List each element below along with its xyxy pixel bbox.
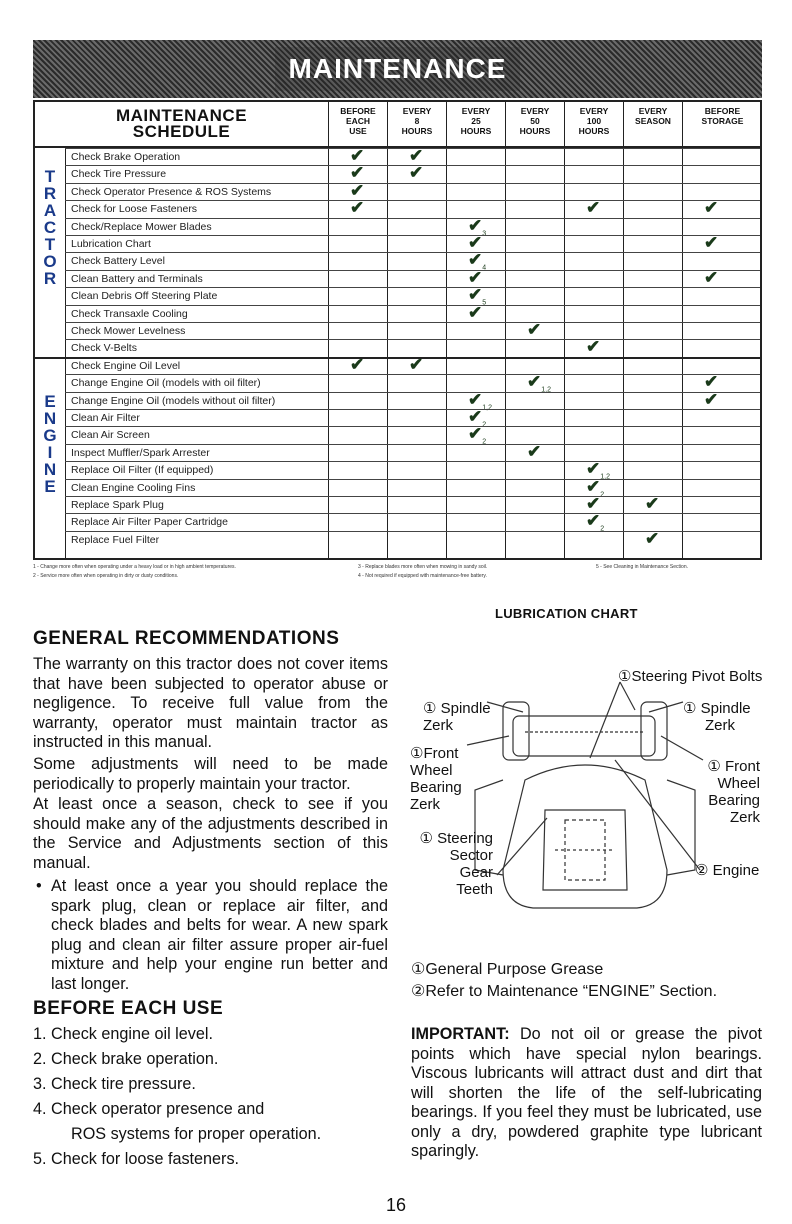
group-letter: E <box>44 476 56 496</box>
column-header-line: 25 <box>471 116 481 126</box>
check-mark-icon: $✔_{1,2}$ <box>586 459 610 481</box>
group-letter: G <box>43 425 57 445</box>
bullet-dot: • <box>36 877 42 895</box>
label-front-right-line4: Zerk <box>730 809 760 826</box>
schedule-row <box>65 322 760 339</box>
check-mark-icon: ✔ <box>350 146 365 165</box>
general-bullet-text: At least once a year you should replace the spark plug, clean or replace air filter, and check blades and belts for wear. A new spark plug and clean air filter assure proper air-fuel mixture and help your engine run better and last longer. <box>51 877 388 993</box>
engine-group-label <box>35 393 65 495</box>
check-mark-icon: ✔ <box>468 302 483 322</box>
group-letter: A <box>43 201 57 220</box>
check-mark-icon: $✔_2$ <box>468 407 487 429</box>
check-mark-icon: ✔ <box>645 494 660 513</box>
maintenance-banner <box>33 40 762 98</box>
check-mark-icon: $✔_2$ <box>468 424 487 446</box>
check-footnote-ref: 1,2 <box>482 403 492 411</box>
footnote-1: 1 - Change more often when operating under a heavy load or in high ambient temperatures. <box>33 564 236 570</box>
schedule-row-label: Clean Air Screen <box>71 429 150 442</box>
banner-title: MAINTENANCE <box>275 47 521 91</box>
before-use-item-2: 2. Check brake operation. <box>33 1050 219 1068</box>
label-spindle-right <box>683 700 751 734</box>
column-header-line: 50 <box>530 116 540 126</box>
check-mark-icon: ✔ <box>704 267 719 287</box>
tractor-body <box>503 765 667 908</box>
leader-engine <box>615 760 700 870</box>
column-header-4 <box>505 102 564 146</box>
group-letter: R <box>43 184 57 203</box>
label-front-left-line2: Wheel <box>410 762 453 779</box>
schedule-row-label: Clean Air Filter <box>71 412 140 424</box>
before-use-item-4: 4. Check operator presence and <box>33 1100 265 1118</box>
schedule-row-label: Change Engine Oil (models without oil filter) <box>71 394 276 407</box>
page-number: 16 <box>386 1195 407 1215</box>
lubrication-chart-title: LUBRICATION CHART <box>495 606 638 621</box>
group-letter: O <box>43 252 57 271</box>
check-mark-icon: ✔ <box>586 337 601 357</box>
schedule-row <box>65 302 760 322</box>
schedule-title-line1: MAINTENANCE <box>115 106 248 125</box>
front-left-wheel <box>503 702 529 760</box>
column-header-line: HOURS <box>578 126 610 136</box>
check-mark-icon: ✔ <box>586 494 601 513</box>
important-text: Do not oil or grease the pivot points which have special nylon bearings. Viscous lubricants will attract dust and dirt that will shorten the life of the self-lubricating bearings. If you feel they must be lubricated, use only a dry, powdered graphite type lubricant sparingly. <box>411 1025 762 1160</box>
lubrication-diagram <box>405 640 765 960</box>
group-letter: N <box>43 408 57 428</box>
column-header-1 <box>328 102 387 146</box>
footnote-3: 3 - Replace blades more often when mowing in sandy soil. <box>358 564 488 570</box>
check-mark-icon: ✔ <box>350 354 365 374</box>
check-mark-icon: ✔ <box>350 180 365 200</box>
check-mark-icon: ✔ <box>586 198 601 218</box>
check-footnote-ref: 3 <box>482 229 487 237</box>
schedule-row-label: Replace Air Filter Paper Cartridge <box>71 516 228 529</box>
leader-steering-pivot-2 <box>620 682 635 710</box>
footnote-4: 4 - Not required if equipped with maintenance-free battery. <box>358 573 487 579</box>
column-header-line: USE <box>349 126 367 136</box>
group-letter: I <box>47 442 53 462</box>
check-mark-icon: ✔ <box>468 233 483 252</box>
schedule-row <box>65 287 760 304</box>
label-steering-sector-line3: Gear <box>459 864 493 881</box>
column-header-line: HOURS <box>460 126 492 136</box>
schedule-row <box>65 252 760 269</box>
footnote-5: 5 - See Cleaning in Maintenance Section. <box>596 564 689 570</box>
check-mark-icon: ✔ <box>704 233 719 252</box>
check-mark-icon: ✔ <box>527 441 542 461</box>
label-spindle-left <box>423 700 491 734</box>
column-header-line: EVERY <box>461 106 491 116</box>
schedule-row <box>65 235 760 252</box>
schedule-row <box>65 426 760 443</box>
label-spindle-left-line2: Zerk <box>423 717 453 734</box>
label-front-right-line2: Wheel <box>717 775 760 792</box>
group-letter: C <box>43 218 57 237</box>
label-front-left-line3: Bearing <box>410 779 462 796</box>
column-header-line: EVERY <box>520 106 550 116</box>
before-use-item-3: 3. Check tire pressure. <box>33 1075 196 1093</box>
column-header-line: EVERY <box>579 106 609 116</box>
schedule-row-label: Check/Replace Mower Blades <box>71 220 212 233</box>
general-bullet <box>33 877 388 994</box>
column-header-line: SEASON <box>635 116 671 126</box>
schedule-row-label: Clean Battery and Terminals <box>71 272 203 285</box>
schedule-row-label: Check V-Belts <box>71 342 137 355</box>
schedule-row <box>65 441 760 461</box>
column-header-line: EVERY <box>638 106 668 116</box>
schedule-row-label: Check Tire Pressure <box>71 168 167 181</box>
column-header-3 <box>446 102 505 146</box>
before-use-item-4-cont: ROS systems for proper operation. <box>71 1125 322 1143</box>
check-mark-icon: $✔_5$ <box>468 285 487 307</box>
label-steering-sector-line2: Sector <box>449 847 493 864</box>
check-mark-icon: $✔_2$ <box>586 511 605 533</box>
check-mark-icon: ✔ <box>409 163 424 183</box>
label-engine: ② Engine <box>695 862 760 879</box>
schedule-row <box>65 180 760 200</box>
column-header-line: EACH <box>345 116 371 126</box>
check-footnote-ref: 2 <box>600 525 605 533</box>
group-separator <box>35 357 760 359</box>
group-letter: T <box>44 235 56 254</box>
schedule-row <box>65 200 760 217</box>
schedule-row-label: Clean Engine Cooling Fins <box>71 481 196 494</box>
column-header-line: 8 <box>414 116 420 126</box>
schedule-row-label: Check Mower Levelness <box>71 325 186 337</box>
check-mark-icon: ✔ <box>350 163 365 183</box>
label-front-left-line1: ①Front <box>410 745 459 762</box>
schedule-row-label: Check Transaxle Cooling <box>71 307 188 320</box>
column-header-7 <box>682 102 762 146</box>
general-paragraph-3: At least once a season, check to see if you should make any of the adjustments described in the Service and Adjustments section of this manual. <box>33 795 388 872</box>
schedule-row-label: Replace Oil Filter (If equipped) <box>71 464 214 477</box>
check-footnote-ref: 1,2 <box>541 386 551 394</box>
check-mark-icon: $✔_3$ <box>468 215 487 237</box>
check-footnote-ref: 4 <box>482 264 487 272</box>
schedule-row-label: Check Engine Oil Level <box>71 359 181 372</box>
column-header-6 <box>623 102 682 146</box>
check-footnote-ref: 2 <box>482 438 487 446</box>
tractor-group-label <box>35 168 65 287</box>
column-header-2 <box>387 102 446 146</box>
rear-right-wheel <box>667 780 695 875</box>
general-paragraph-1: The warranty on this tractor does not cover items that have been subjected to operator abuse or negligence. To receive full value from the warranty, operator must maintain tractor as instructed in this manual. <box>33 655 388 751</box>
important-label: IMPORTANT: <box>411 1025 510 1043</box>
column-header-line: HOURS <box>519 126 551 136</box>
leader-steering-sector <box>497 818 547 875</box>
label-front-left-line4: Zerk <box>410 796 440 813</box>
check-mark-icon: ✔ <box>645 528 660 548</box>
legend-grease: ①General Purpose Grease <box>411 961 604 978</box>
check-mark-icon: ✔ <box>527 320 542 339</box>
before-each-use-heading: BEFORE EACH USE <box>33 998 224 1019</box>
label-spindle-left-line1: ① Spindle <box>423 700 491 717</box>
label-spindle-right-line2: Zerk <box>705 717 735 734</box>
label-front-right <box>695 758 760 826</box>
check-mark-icon: ✔ <box>704 372 719 392</box>
maintenance-schedule-table <box>33 100 762 560</box>
legend-engine: ②Refer to Maintenance “ENGINE” Section. <box>411 983 718 1000</box>
column-header-line: HOURS <box>401 126 433 136</box>
check-mark-icon: $✔_2$ <box>586 476 605 498</box>
label-steering-pivot-bolts: ①Steering Pivot Bolts <box>618 668 763 685</box>
label-spindle-right-line1: ① Spindle <box>683 700 751 717</box>
check-mark-icon: $✔_{1,2}$ <box>527 372 551 394</box>
check-mark-icon: $✔_4$ <box>468 250 487 272</box>
schedule-row-label: Check for Loose Fasteners <box>71 203 198 216</box>
schedule-title-line2: SCHEDULE <box>132 122 231 141</box>
schedule-row-label: Replace Fuel Filter <box>71 533 160 546</box>
general-paragraph-2: Some adjustments will need to be made periodically to properly maintain your tractor. <box>33 755 388 793</box>
check-mark-icon: $✔_{1,2}$ <box>468 389 492 411</box>
label-front-left <box>410 745 462 813</box>
check-mark-icon: ✔ <box>350 198 365 218</box>
label-steering-sector-line1: ① Steering <box>419 830 493 847</box>
schedule-row <box>65 218 760 235</box>
check-footnote-ref: 1,2 <box>600 473 610 481</box>
label-front-right-line3: Bearing <box>708 792 760 809</box>
column-header-line: BEFORE <box>340 106 376 116</box>
label-steering-sector-line4: Teeth <box>456 881 493 898</box>
check-mark-icon: ✔ <box>468 267 483 287</box>
label-steering-sector <box>415 830 493 898</box>
schedule-row-label: Replace Spark Plug <box>71 499 164 511</box>
check-mark-icon: ✔ <box>409 146 424 165</box>
column-header-line: BEFORE <box>704 106 741 116</box>
schedule-row <box>65 267 760 287</box>
group-letter: E <box>44 391 56 411</box>
before-use-item-5: 5. Check for loose fasteners. <box>33 1150 240 1168</box>
schedule-row-label: Check Operator Presence & ROS Systems <box>71 185 272 198</box>
schedule-row-label: Check Brake Operation <box>71 151 181 163</box>
group-letter: T <box>44 167 56 186</box>
column-header-line: STORAGE <box>701 116 744 126</box>
footnote-2: 2 - Service more often when operating in dirty or dusty conditions. <box>33 573 179 579</box>
schedule-title <box>35 102 328 146</box>
front-axle <box>513 716 655 756</box>
check-footnote-ref: 5 <box>482 299 487 307</box>
column-header-5 <box>564 102 623 146</box>
check-mark-icon: ✔ <box>409 354 424 374</box>
general-recommendations-heading: GENERAL RECOMMENDATIONS <box>33 628 340 649</box>
schedule-row-label: Inspect Muffler/Spark Arrester <box>71 446 210 459</box>
schedule-row-label: Lubrication Chart <box>71 238 151 250</box>
check-mark-icon: ✔ <box>704 389 719 409</box>
group-letter: R <box>43 269 57 288</box>
column-header-line: 100 <box>586 116 602 126</box>
leader-steering-pivot <box>590 682 620 758</box>
schedule-row <box>65 461 760 478</box>
check-footnote-ref: 2 <box>600 490 605 498</box>
before-use-item-1: 1. Check engine oil level. <box>33 1025 213 1043</box>
schedule-row-label: Clean Debris Off Steering Plate <box>71 290 218 303</box>
check-footnote-ref: 2 <box>482 421 487 429</box>
schedule-row-label: Check Battery Level <box>71 255 165 268</box>
schedule-row <box>65 409 760 429</box>
label-front-right-line1: ① Front <box>707 758 760 775</box>
leader-spindle-right <box>649 702 683 712</box>
important-note <box>411 1025 762 1162</box>
schedule-row-label: Change Engine Oil (models with oil filter) <box>71 377 261 390</box>
column-header-line: EVERY <box>402 106 432 116</box>
check-mark-icon: ✔ <box>704 198 719 218</box>
group-letter: N <box>43 459 57 479</box>
schedule-row <box>65 374 760 391</box>
